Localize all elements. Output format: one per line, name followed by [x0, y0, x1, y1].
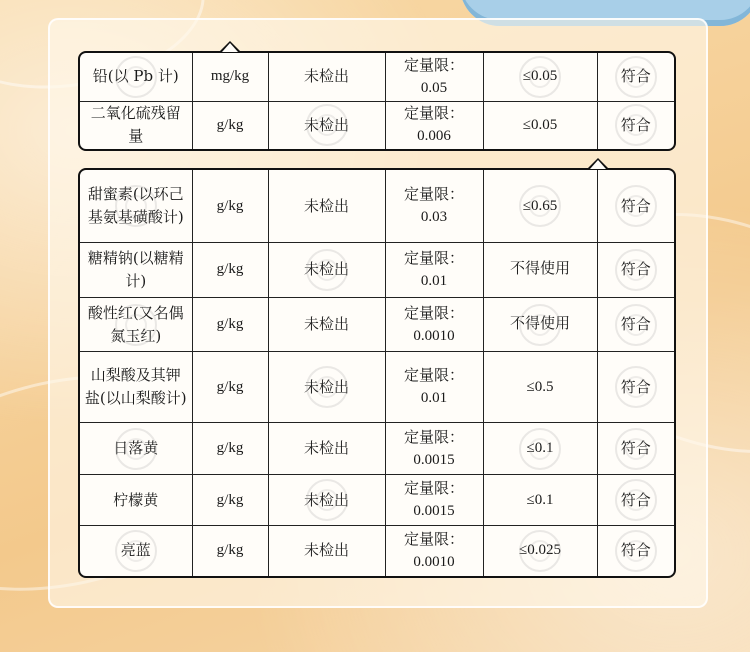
quantitation-limit-cell [385, 53, 483, 101]
judgement-cell: 符合 [597, 243, 674, 298]
results-table-body [80, 53, 674, 149]
quantitation-limit-cell [385, 243, 483, 298]
limit-value: 0.0015 [413, 503, 455, 520]
limit-value: 0.01 [420, 272, 448, 289]
speech-notch [220, 41, 240, 51]
limit-label: 定量限： [403, 104, 464, 123]
standard-cell: ≤0.05 [483, 101, 597, 149]
table-row [80, 101, 674, 149]
unit-cell: g/kg [192, 243, 268, 298]
unit-cell: g/kg [192, 170, 268, 243]
result-cell: 未检出 [268, 297, 385, 352]
result-cell: 未检出 [268, 475, 385, 525]
results-table [80, 170, 674, 576]
table-row [80, 243, 674, 298]
cti-seal-icon [615, 56, 657, 98]
standard-cell: ≤0.025 [483, 525, 597, 576]
speech-notch [588, 158, 608, 168]
limit-label: 定量限： [403, 248, 464, 267]
standard-cell: ≤0.05 [483, 53, 597, 101]
cti-seal-icon [306, 366, 348, 408]
result-cell: 未检出 [268, 101, 385, 149]
cti-seal-icon [115, 56, 157, 98]
cti-seal-icon [615, 530, 657, 572]
quantitation-limit-cell [385, 297, 483, 352]
table-row [80, 525, 674, 576]
quantitation-limit-cell [385, 352, 483, 423]
quantitation-limit-cell [385, 422, 483, 475]
result-cell: 未检出 [268, 422, 385, 475]
table-row [80, 422, 674, 475]
cti-seal-icon [115, 428, 157, 470]
results-table-body [80, 170, 674, 576]
item-name-cell: 亮蓝 [80, 525, 192, 576]
table-row [80, 352, 674, 423]
judgement-cell: 符合 [597, 475, 674, 525]
limit-value: 0.0015 [413, 451, 455, 468]
quantitation-limit-cell [385, 475, 483, 525]
cti-seal-icon [115, 530, 157, 572]
judgement-cell: 符合 [597, 525, 674, 576]
result-cell: 未检出 [268, 243, 385, 298]
standard-cell: ≤0.5 [483, 352, 597, 423]
limit-label: 定量限： [403, 529, 464, 548]
unit-cell: g/kg [192, 101, 268, 149]
standard-cell: 不得使用 [483, 297, 597, 352]
table-row [80, 475, 674, 525]
judgement-cell: 符合 [597, 352, 674, 423]
judgement-cell: 符合 [597, 297, 674, 352]
limit-value: 0.03 [420, 209, 448, 226]
test-results-table-top [78, 51, 676, 151]
judgement-cell: 符合 [597, 101, 674, 149]
cti-seal-icon [615, 304, 657, 346]
standard-cell: 不得使用 [483, 243, 597, 298]
item-name-cell: 甜蜜素(以环己基氨基磺酸计) [80, 170, 192, 243]
limit-label: 定量限： [403, 303, 464, 322]
limit-value: 0.01 [420, 390, 448, 407]
cti-seal-icon [519, 304, 561, 346]
quantitation-limit-cell [385, 525, 483, 576]
result-cell: 未检出 [268, 352, 385, 423]
limit-label: 定量限： [403, 366, 464, 385]
result-cell: 未检出 [268, 525, 385, 576]
limit-value: 0.0010 [413, 553, 455, 570]
cti-seal-icon [615, 104, 657, 146]
standard-cell: ≤0.1 [483, 422, 597, 475]
item-name-cell: 二氧化硫残留量 [80, 101, 192, 149]
cti-seal-icon [615, 249, 657, 291]
cti-seal-icon [306, 104, 348, 146]
table-row [80, 170, 674, 243]
item-name-cell: 糖精钠(以糖精计) [80, 243, 192, 298]
limit-label: 定量限： [403, 55, 464, 74]
limit-value: 0.05 [420, 79, 448, 96]
standard-cell: ≤0.65 [483, 170, 597, 243]
unit-cell: g/kg [192, 422, 268, 475]
limit-label: 定量限： [403, 427, 464, 446]
judgement-cell: 符合 [597, 170, 674, 243]
quantitation-limit-cell [385, 101, 483, 149]
table-row [80, 297, 674, 352]
cti-seal-icon [615, 185, 657, 227]
judgement-cell: 符合 [597, 422, 674, 475]
quantitation-limit-cell [385, 170, 483, 243]
cti-seal-icon [115, 185, 157, 227]
cti-seal-icon [115, 304, 157, 346]
item-name-cell: 山梨酸及其钾盐(以山梨酸计) [80, 352, 192, 423]
cti-seal-icon [615, 366, 657, 408]
result-cell: 未检出 [268, 170, 385, 243]
limit-value: 0.0010 [413, 327, 455, 344]
judgement-cell: 符合 [597, 53, 674, 101]
limit-value: 0.006 [417, 128, 451, 145]
limit-label: 定量限： [403, 185, 464, 204]
cti-seal-icon [615, 479, 657, 521]
unit-cell: g/kg [192, 352, 268, 423]
item-name-cell: 铅(以 Pb 计) [80, 53, 192, 101]
results-table [80, 53, 674, 149]
cti-seal-icon [615, 428, 657, 470]
item-name-cell: 酸性红(又名偶氮玉红) [80, 297, 192, 352]
cti-seal-icon [519, 56, 561, 98]
unit-cell: g/kg [192, 297, 268, 352]
unit-cell: g/kg [192, 475, 268, 525]
limit-label: 定量限： [403, 479, 464, 498]
item-name-cell: 柠檬黄 [80, 475, 192, 525]
unit-cell: mg/kg [192, 53, 268, 101]
result-cell: 未检出 [268, 53, 385, 101]
cti-seal-icon [519, 428, 561, 470]
unit-cell: g/kg [192, 525, 268, 576]
cti-seal-icon [519, 530, 561, 572]
test-results-table-bottom [78, 168, 676, 578]
cti-seal-icon [519, 185, 561, 227]
item-name-cell: 日落黄 [80, 422, 192, 475]
cti-seal-icon [306, 249, 348, 291]
cti-seal-icon [306, 479, 348, 521]
table-row [80, 53, 674, 101]
standard-cell: ≤0.1 [483, 475, 597, 525]
